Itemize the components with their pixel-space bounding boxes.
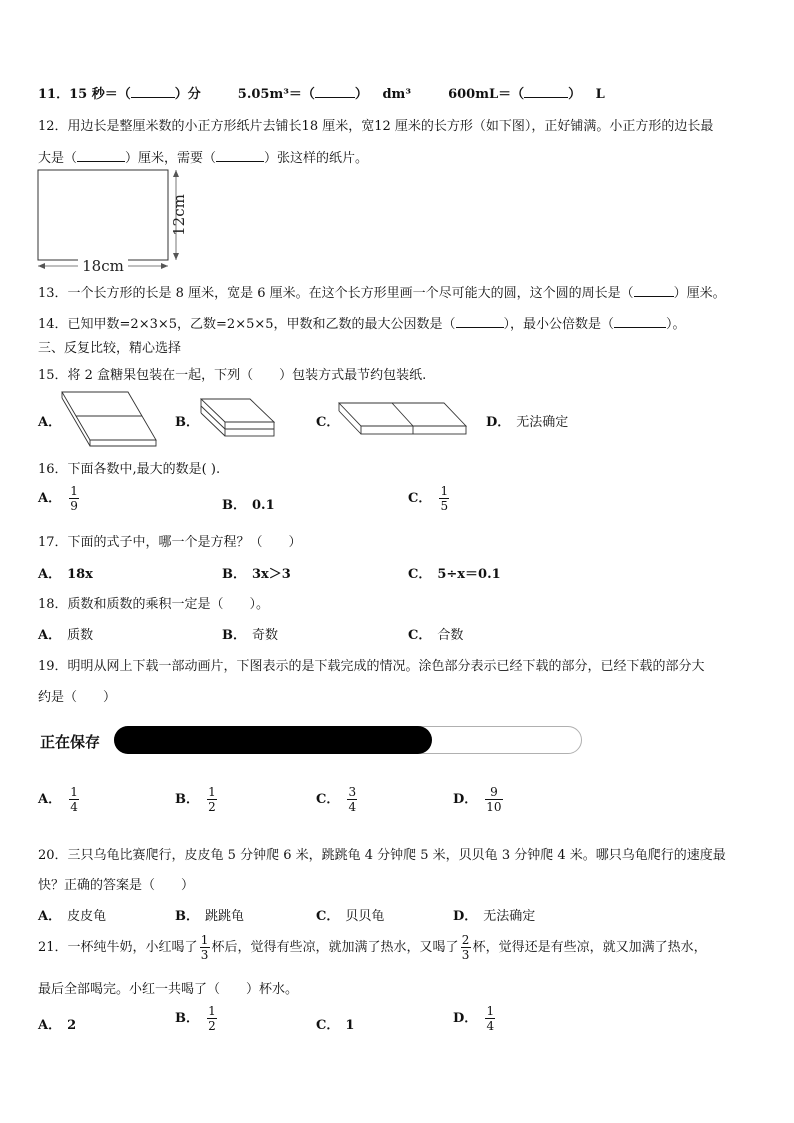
option-b[interactable]: B． 跳跳龟: [175, 909, 245, 924]
box-option-b-image: [198, 396, 278, 440]
option-b[interactable]: B． 奇数: [222, 628, 279, 643]
option-d[interactable]: D． $\frac{9}{10}$: [453, 785, 502, 814]
answer-blank[interactable]: [456, 327, 504, 328]
box-option-a-image: [58, 388, 162, 448]
option-b[interactable]: B． $\frac{1}{2}$: [175, 1004, 216, 1033]
fraction: $\frac{2}{3}$: [461, 933, 470, 962]
question-12-line1: 12．用边长是整厘米数的小正方形纸片去铺长18 厘米，宽12 厘米的长方形（如下图），正好铺满。小正方形的边长最: [38, 119, 714, 134]
rectangle-diagram: [34, 166, 194, 276]
height-label: 12cm: [170, 194, 188, 236]
fraction: $\frac{1}{4}$: [70, 785, 78, 814]
option-c[interactable]: C． $\frac{1}{5}$: [408, 484, 449, 513]
answer-blank[interactable]: [524, 97, 568, 98]
option-c[interactable]: C．: [316, 415, 340, 430]
answer-blank[interactable]: [77, 161, 125, 162]
answer-blank[interactable]: [315, 97, 355, 98]
option-d[interactable]: D． 无法确定: [453, 909, 536, 924]
option-a[interactable]: A． $\frac{1}{9}$: [38, 484, 78, 513]
fraction: $\frac{1}{9}$: [70, 484, 78, 513]
option-a[interactable]: A． $\frac{1}{4}$: [38, 785, 78, 814]
fraction: $\frac{1}{2}$: [208, 1004, 216, 1033]
download-progress-fill: [114, 726, 432, 754]
option-a[interactable]: A． 18x: [38, 567, 93, 582]
box-option-c-image: [336, 400, 470, 438]
saving-label: 正在保存: [40, 733, 101, 751]
option-c[interactable]: C． 合数: [408, 628, 464, 643]
answer-blank[interactable]: [634, 296, 674, 297]
option-c[interactable]: C． 5÷x＝0.1: [408, 567, 501, 582]
fraction: $\frac{1}{4}$: [486, 1004, 495, 1033]
question-17: 17．下面的式子中，哪一个是方程？（ ）: [38, 535, 302, 550]
fraction: $\frac{3}{4}$: [348, 785, 357, 814]
width-label: 18cm: [82, 257, 124, 275]
option-b[interactable]: B． $\frac{1}{2}$: [175, 785, 216, 814]
fraction: $\frac{1}{3}$: [200, 933, 209, 962]
option-b[interactable]: B． 3x＞3: [222, 567, 291, 582]
question-20-line1: 20．三只乌龟比赛爬行，皮皮龟 5 分钟爬 6 米，跳跳龟 4 分钟爬 5 米，贝贝龟 3 分钟爬 4 米。哪只乌龟爬行的速度最: [38, 848, 726, 863]
question-18: 18．质数和质数的乘积一定是（ ）。: [38, 597, 270, 612]
question-15: 15．将 2 盒糖果包装在一起，下列（ ）包装方式最节约包装纸.: [38, 368, 427, 383]
option-b[interactable]: B． 0.1: [222, 498, 275, 513]
question-11: 11．15 秒＝（ ）分 5.05m³＝（ ） dm³ 600mL＝（ ） L: [38, 87, 605, 102]
option-d[interactable]: D． $\frac{1}{4}$: [453, 1004, 495, 1033]
question-21-line2: 最后全部喝完。小红一共喝了（ ）杯水。: [38, 982, 299, 997]
section-heading: 三、反复比较，精心选择: [38, 341, 182, 356]
option-a[interactable]: A． 2: [38, 1018, 77, 1033]
question-12-line2: 大是（ ）厘米，需要（ ）张这样的纸片。: [38, 151, 369, 166]
question-14: 14．已知甲数=2×3×5，乙数=2×5×5，甲数和乙数的最大公因数是（ ），最小公倍数是（ ）。: [38, 317, 686, 332]
option-c[interactable]: C． 1: [316, 1018, 355, 1033]
answer-blank[interactable]: [614, 327, 666, 328]
fraction: $\frac{1}{2}$: [208, 785, 216, 814]
question-13: 13．一个长方形的长是 8 厘米，宽是 6 厘米。在这个长方形里画一个尽可能大的圆，这个圆的周长是（ ）厘米。: [38, 286, 726, 301]
answer-blank[interactable]: [131, 97, 175, 98]
question-19-line2: 约是（ ）: [38, 690, 117, 705]
question-16: 16．下面各数中,最大的数是( ).: [38, 462, 221, 477]
option-a[interactable]: A． 皮皮龟: [38, 909, 107, 924]
fraction: $\frac{1}{5}$: [440, 484, 449, 513]
rectangle-shape: [38, 170, 168, 260]
option-c[interactable]: C． 贝贝龟: [316, 909, 385, 924]
question-20-line2: 快？正确的答案是（ ）: [38, 878, 195, 893]
option-c[interactable]: C． $\frac{3}{4}$: [316, 785, 357, 814]
option-a[interactable]: A． 质数: [38, 628, 94, 643]
question-21-line1: 21．一杯纯牛奶，小红喝了 $\frac{1}{3}$ 杯后，觉得有些凉，就加满了热水，又喝了 $\frac{2}{3}$ 杯，觉得还是有些凉，就又加满了热水，: [38, 933, 707, 962]
download-progress-bar: [114, 726, 582, 754]
question-19-line1: 19．明明从网上下载一部动画片，下图表示的是下载完成的情况。涂色部分表示已经下载的部分，已经下载的部分大: [38, 659, 705, 674]
fraction: $\frac{9}{10}$: [486, 785, 502, 814]
option-b[interactable]: B．: [175, 415, 199, 430]
answer-blank[interactable]: [216, 161, 264, 162]
option-d[interactable]: D． 无法确定: [486, 415, 569, 430]
option-a[interactable]: A．: [38, 415, 62, 430]
